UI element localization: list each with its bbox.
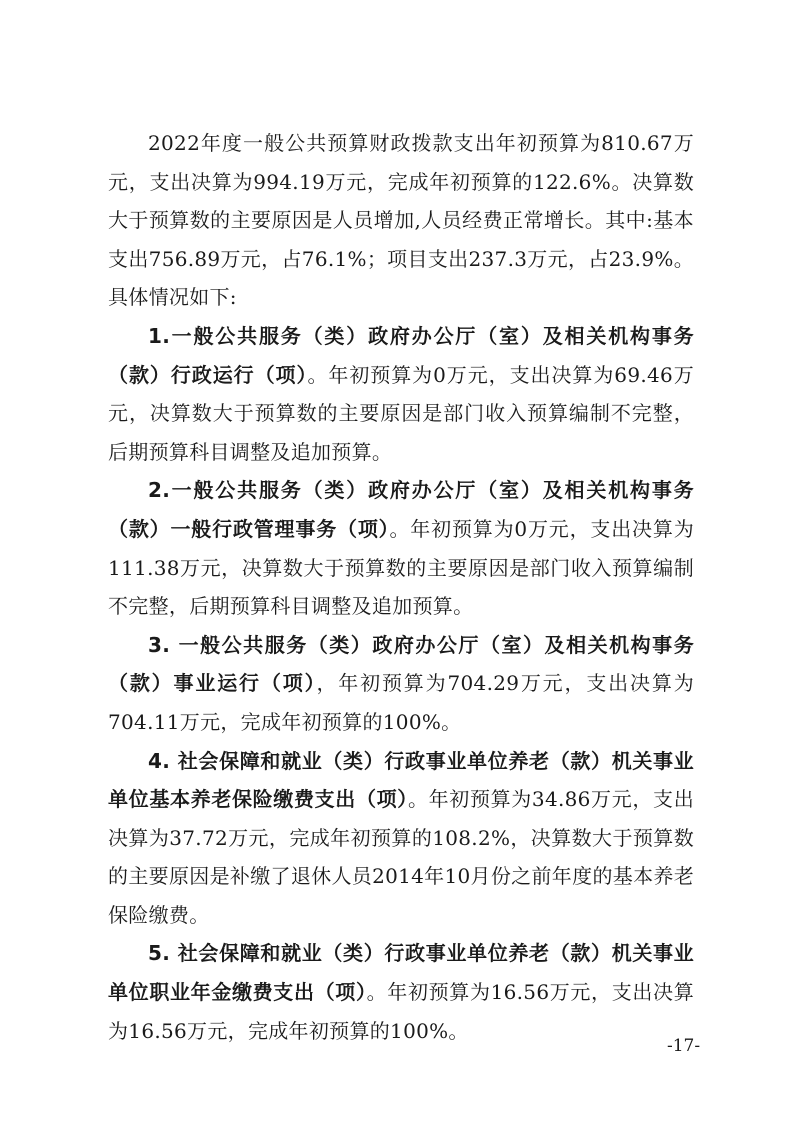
item-paragraph-4 <box>108 742 694 935</box>
item-text-5: 。年初预算为16.56万元，支出决算为16.56万元，完成年初预算的100%。 <box>108 980 694 1043</box>
intro-paragraph: 2022年度一般公共预算财政拨款支出年初预算为810.67万元，支出决算为994.19万元，完成年初预算的122.6%。决算数大于预算数的主要原因是人员增加,人员经费正常增长。其中:基本支出756.89万元，占76.1%；项目支出237.3万元，占23.9%。具体情况如下: <box>108 131 694 310</box>
item-text-4: 。年初预算为34.86万元，支出决算为37.72万元，完成年初预算的108.2%，决算数大于预算数的主要原因是补缴了退休人员2014年10月份之前年度的基本养老保险缴费。 <box>108 787 695 927</box>
item-paragraph-1 <box>108 317 694 471</box>
item-paragraph-3 <box>108 626 694 742</box>
page-number: -17- <box>667 1036 701 1056</box>
document-body <box>108 124 694 1050</box>
item-text-2: 。年初预算为0万元，支出决算为111.38万元，决算数大于预算数的主要原因是部门收入预算编制不完整，后期预算科目调整及追加预算。 <box>108 516 694 619</box>
item-paragraph-2 <box>108 471 694 625</box>
item-heading-3: 3. 一般公共服务（类）政府办公厅（室）及相关机构事务（款）事业运行（项） <box>108 632 694 696</box>
item-paragraph-5 <box>108 934 694 1050</box>
item-heading-4: 4. 社会保障和就业（类）行政事业单位养老（款）机关事业单位基本养老保险缴费支出（项） <box>108 748 694 812</box>
item-heading-2: 2.一般公共服务（类）政府办公厅（室）及相关机构事务（款）一般行政管理事务（项） <box>108 478 694 541</box>
item-heading-5: 5. 社会保障和就业（类）行政事业单位养老（款）机关事业单位职业年金缴费支出（项） <box>108 941 694 1005</box>
item-heading-1: 1.一般公共服务（类）政府办公厅（室）及相关机构事务（款）行政运行（项） <box>108 323 694 387</box>
item-text-1: 。年初预算为0万元，支出决算为69.46万元，决算数大于预算数的主要原因是部门收入预算编制不完整，后期预算科目调整及追加预算。 <box>108 362 695 464</box>
item-text-3: ，年初预算为704.29万元，支出决算为704.11万元，完成年初预算的100%。 <box>108 671 695 734</box>
